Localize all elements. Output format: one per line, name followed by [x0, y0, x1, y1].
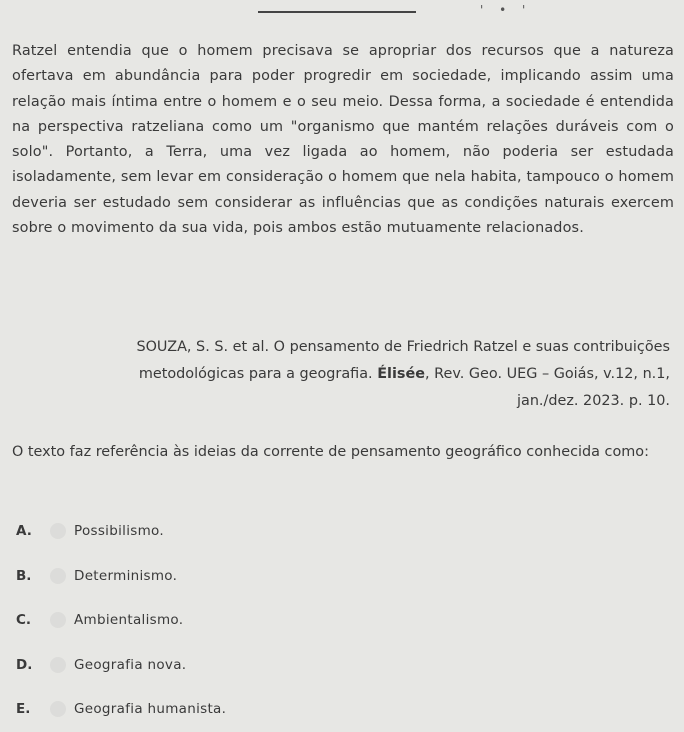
- option-text: Determinismo.: [74, 567, 178, 584]
- passage-text: Ratzel entendia que o homem precisava se apropriar dos recursos que a natureza ofertava em abundância para poder progredir em sociedade, implicando assim uma relação mais íntima entre o homem e o seu meio. Dessa forma, a sociedade é entendida na perspectiva ratzeliana como um "organismo que mantém relações duráveis com o solo". Portanto, a Terra, uma vez ligada ao homem, não poderia ser estudada isoladamente, sem levar em consideração o homem que nela habita, tampouco o homem deveria ser estudado sem considerar as influências que as condições naturais exercem sobre o movimento da sua vida, pois ambos estão mutuamente relacionados.: [12, 43, 674, 237]
- radio-circle-icon[interactable]: [50, 523, 66, 539]
- option-letter: C.: [16, 612, 32, 629]
- option-text: Possibilismo.: [74, 523, 164, 540]
- option-letter: D.: [16, 656, 33, 673]
- citation-authors-title: SOUZA, S. S. et al. O pensamento de Friedrich Ratzel e suas contribuições metodológicas para a geografia.: [136, 339, 670, 382]
- option-text: Ambientalismo.: [74, 612, 184, 629]
- citation: [110, 334, 670, 415]
- answer-options: [16, 509, 656, 732]
- option-d[interactable]: [16, 643, 656, 688]
- radio-circle-icon[interactable]: [50, 701, 66, 717]
- option-a[interactable]: [16, 509, 656, 554]
- option-b[interactable]: [16, 554, 656, 599]
- option-letter: B.: [16, 567, 32, 584]
- option-letter: A.: [16, 523, 32, 540]
- option-text: Geografia humanista.: [74, 701, 227, 718]
- radio-circle-icon[interactable]: [50, 657, 66, 673]
- citation-journal: Élisée: [377, 366, 425, 382]
- option-c[interactable]: [16, 598, 656, 643]
- margin-marks: ' • ': [480, 3, 532, 17]
- option-e[interactable]: [16, 687, 656, 732]
- option-letter: E.: [16, 701, 31, 718]
- radio-circle-icon[interactable]: [50, 568, 66, 584]
- citation-details: , Rev. Geo. UEG – Goiás, v.12, n.1, jan./dez. 2023. p. 10.: [424, 366, 670, 409]
- radio-circle-icon[interactable]: [50, 612, 66, 628]
- option-text: Geografia nova.: [74, 656, 187, 673]
- top-divider: [258, 11, 416, 13]
- question-stem: O texto faz referência às ideias da corrente de pensamento geográfico conhecida como:: [12, 444, 649, 460]
